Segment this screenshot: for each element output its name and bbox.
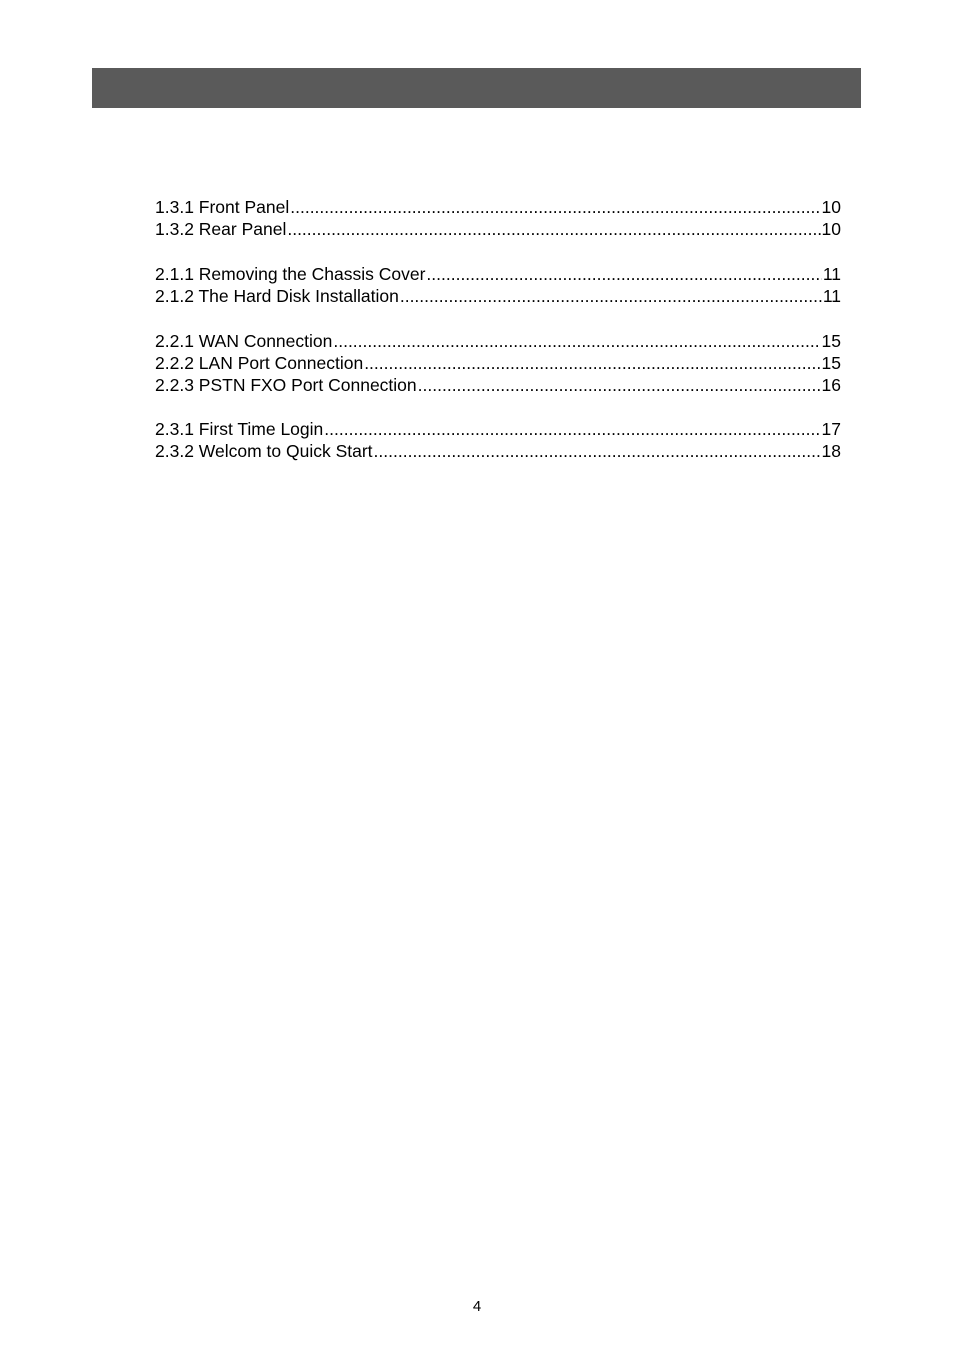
- toc-entry[interactable]: [155, 352, 841, 374]
- toc-entry[interactable]: [155, 285, 841, 307]
- toc-entry-title: 2.3.1 First Time Login: [155, 419, 324, 440]
- toc-entry[interactable]: [155, 330, 841, 352]
- toc-entry-page: 16: [821, 375, 841, 396]
- toc-entry-page: 10: [821, 197, 841, 217]
- toc-entry-page: 15: [821, 352, 841, 373]
- toc-dot-leader: [364, 352, 820, 374]
- toc-entry[interactable]: [155, 418, 841, 440]
- toc-entry[interactable]: [155, 196, 841, 218]
- header-bar: [92, 68, 861, 108]
- toc-dot-leader: [400, 285, 822, 307]
- table-of-contents: [155, 196, 841, 463]
- toc-group-2-1: [155, 263, 841, 308]
- toc-group-1-3: [155, 196, 841, 241]
- toc-dot-leader: [324, 418, 820, 440]
- toc-entry[interactable]: [155, 440, 841, 462]
- toc-entry-title: 2.2.3 PSTN FXO Port Connection: [155, 375, 417, 396]
- toc-dot-leader: [287, 218, 820, 240]
- toc-entry[interactable]: [155, 374, 841, 396]
- toc-entry-page: 10: [821, 219, 841, 240]
- toc-entry-title: 1.3.1 Front Panel: [155, 197, 290, 217]
- toc-entry-page: 18: [821, 441, 841, 462]
- toc-group-2-2: [155, 330, 841, 397]
- toc-dot-leader: [426, 263, 821, 285]
- page-number: 4: [472, 1298, 482, 1315]
- toc-group-2-3: [155, 418, 841, 463]
- toc-entry-title: 1.3.2 Rear Panel: [155, 219, 287, 240]
- toc-dot-leader: [333, 330, 820, 352]
- toc-entry-page: 17: [821, 419, 841, 440]
- toc-dot-leader: [418, 374, 821, 396]
- toc-dot-leader: [290, 196, 820, 218]
- toc-entry-title: 2.3.2 Welcom to Quick Start: [155, 441, 373, 462]
- toc-entry-page: 11: [822, 264, 841, 285]
- toc-entry-title: 2.1.1 Removing the Chassis Cover: [155, 264, 426, 285]
- toc-entry-title: 2.2.2 LAN Port Connection: [155, 352, 364, 373]
- toc-entry-title: 2.2.1 WAN Connection: [155, 330, 333, 351]
- toc-entry-title: 2.1.2 The Hard Disk Installation: [155, 286, 399, 307]
- toc-entry[interactable]: [155, 263, 841, 285]
- toc-entry-page: 11: [822, 286, 841, 307]
- toc-dot-leader: [374, 440, 821, 462]
- toc-entry[interactable]: [155, 218, 841, 240]
- toc-entry-page: 15: [821, 330, 841, 351]
